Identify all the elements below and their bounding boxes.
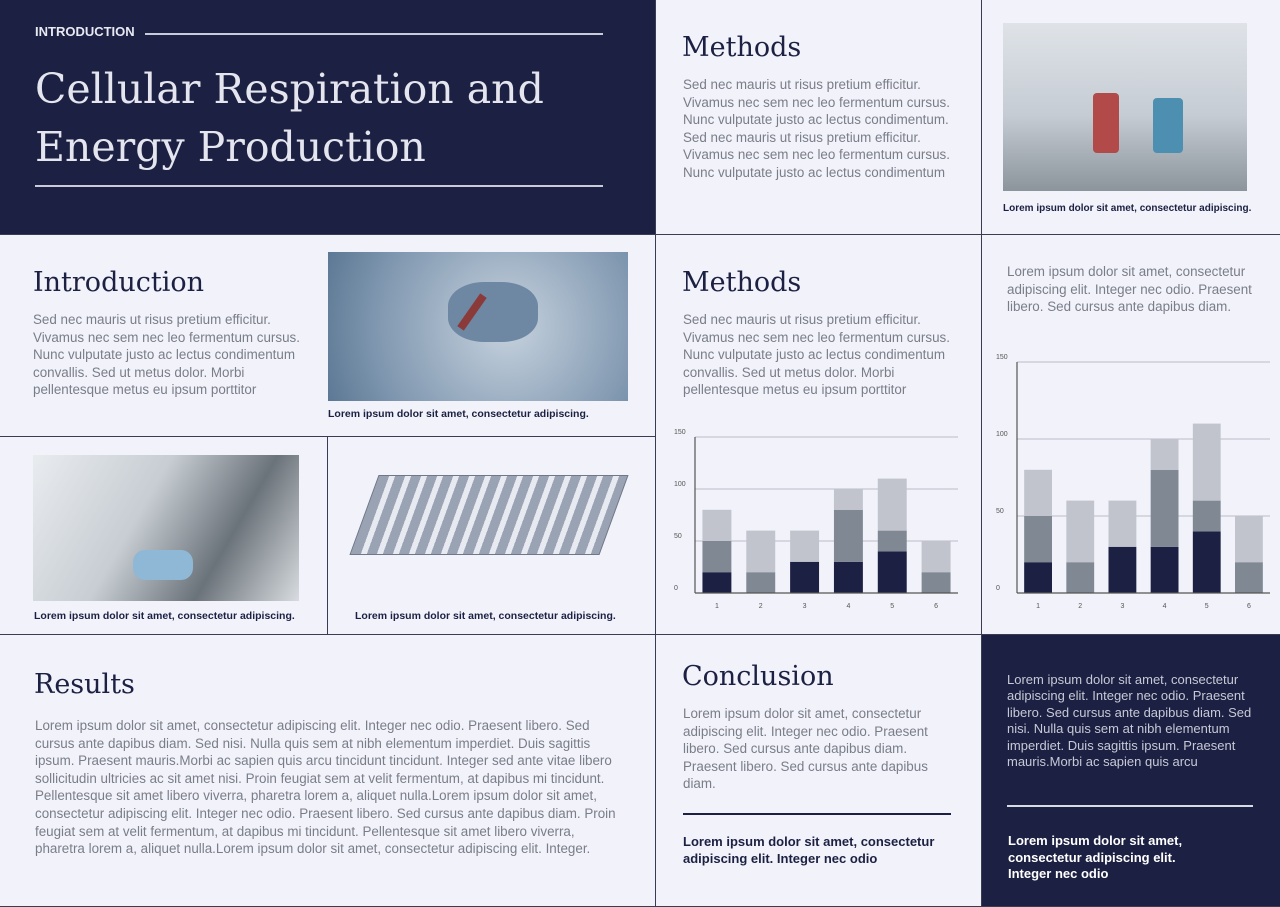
bar-segment-B bbox=[1024, 516, 1052, 562]
bar-segment-A bbox=[1109, 547, 1137, 593]
tubes-section bbox=[328, 437, 656, 635]
x-tick-label: 5 bbox=[1204, 603, 1209, 610]
pipette-image bbox=[33, 455, 299, 601]
introduction-section bbox=[0, 235, 656, 437]
x-tick-label: 2 bbox=[758, 603, 763, 610]
bar-segment-A bbox=[1024, 562, 1052, 593]
y-tick-label: 150 bbox=[674, 429, 686, 436]
title-line: Cellular Respiration and bbox=[35, 65, 544, 113]
bar-segment-B bbox=[746, 572, 775, 593]
x-tick-label: 4 bbox=[846, 603, 851, 610]
lab-scientists-image bbox=[1003, 23, 1247, 191]
y-tick-label: 50 bbox=[674, 533, 682, 540]
y-tick-label: 0 bbox=[996, 585, 1000, 592]
bar-segment-B bbox=[1151, 470, 1179, 547]
section-text: Lorem ipsum dolor sit amet, consectetur adipiscing elit. Integer nec odio. Praesent libero. Sed cursus ante dapibus diam. Sed nisi. Nulla quis sem at nibh elementum imperdiet. Duis sagittis ipsum. Praesent mauris.Morbi ac sapien quis arcu tincidunt tincidunt. Integer sed ante vitae libero sollicitudin ultricies ac sit amet nisi. Proin feugiat sem at velit fermentum, at dapibus mi tincidunt. Pellentesque sit amet libero viverra, pharetra lorem a, aliquet nulla.Lorem ipsum dolor sit amet, consectetur adipiscing elit. Integer nec odio. Praesent libero. Sed cursus ante dapibus diam. Proin feugiat sem at velit fermentum, at dapibus mi tincidunt. Pellentesque sit amet libero viverra, pharetra lorem a, aliquet nulla.Lorem ipsum dolor sit amet, consectetur adipiscing elit. Integer. bbox=[35, 718, 616, 857]
lab-image-section bbox=[982, 0, 1280, 235]
bar-segment-A bbox=[1151, 547, 1179, 593]
bar-segment-A bbox=[1193, 531, 1221, 593]
y-tick-label: 100 bbox=[996, 431, 1008, 438]
bar-segment-C bbox=[1024, 470, 1052, 516]
bar-segment-C bbox=[1151, 439, 1179, 470]
y-tick-label: 150 bbox=[996, 354, 1008, 361]
header-kicker: INTRODUCTION bbox=[35, 24, 135, 39]
section-text: Lorem ipsum dolor sit amet, consectetur adipiscing elit. Integer nec odio. Praesent libero. Sed cursus ante dapibus diam. Praesent libero. Sed cursus ante dapibus diam. bbox=[683, 706, 928, 792]
section-text: Lorem ipsum dolor sit amet, consectetur adipiscing elit. Integer nec odio. Praesent libero. Sed cursus ante dapibus diam. bbox=[1007, 264, 1252, 315]
image-caption: Lorem ipsum dolor sit amet, consectetur adipiscing. bbox=[1003, 203, 1252, 214]
bar-segment-B bbox=[1193, 501, 1221, 532]
section-title: Conclusion bbox=[682, 661, 834, 692]
methods-mid-section bbox=[656, 235, 982, 635]
conclusion-section bbox=[656, 635, 982, 907]
bar-segment-C bbox=[834, 489, 863, 510]
x-tick-label: 3 bbox=[1120, 603, 1125, 610]
title-line: Energy Production bbox=[35, 123, 426, 171]
bar-segment-C bbox=[878, 479, 907, 531]
y-tick-label: 50 bbox=[996, 508, 1004, 515]
bar-segment-A bbox=[790, 562, 819, 593]
methods-top-section bbox=[656, 0, 982, 235]
header-panel bbox=[0, 0, 656, 235]
section-text: Sed nec mauris ut risus pretium efficitur. Vivamus nec sem nec leo fermentum cursus. Nunc vulputate justo ac lectus condimentum convallis. Sed ut metus dolor. Morbi pellentesque metus eu ipsum porttitor bbox=[683, 312, 950, 398]
bar-segment-B bbox=[922, 572, 951, 593]
divider bbox=[145, 33, 603, 35]
y-tick-label: 100 bbox=[674, 481, 686, 488]
summary-bold-text: Lorem ipsum dolor sit amet, consectetur adipiscing elit. Integer nec odio bbox=[1008, 833, 1183, 881]
stacked-bar-chart-2 bbox=[992, 350, 1280, 615]
x-tick-label: 6 bbox=[1246, 603, 1251, 610]
stacked-bar-chart-1 bbox=[670, 425, 970, 615]
section-title: Methods bbox=[682, 32, 802, 63]
conclusion-bold-text: Lorem ipsum dolor sit amet, consectetur adipiscing elit. Integer nec odio bbox=[683, 834, 935, 866]
x-tick-label: 4 bbox=[1162, 603, 1167, 610]
x-tick-label: 6 bbox=[934, 603, 939, 610]
dna-test-tube-image bbox=[328, 252, 628, 401]
x-tick-label: 5 bbox=[890, 603, 895, 610]
section-text: Sed nec mauris ut risus pretium efficitur. Vivamus nec sem nec leo fermentum cursus. Nunc vulputate justo ac lectus condimentum convallis. Sed ut metus dolor. Morbi pellentesque metus eu ipsum porttitor bbox=[33, 312, 300, 398]
image-caption: Lorem ipsum dolor sit amet, consectetur adipiscing. bbox=[328, 408, 589, 420]
bar-segment-B bbox=[1066, 562, 1094, 593]
bar-segment-A bbox=[878, 551, 907, 593]
divider bbox=[35, 185, 603, 187]
x-tick-label: 2 bbox=[1078, 603, 1083, 610]
section-title: Methods bbox=[682, 267, 802, 298]
bar-segment-C bbox=[1066, 501, 1094, 563]
dark-summary-box bbox=[982, 635, 1280, 907]
section-text: Sed nec mauris ut risus pretium efficitur. Vivamus nec sem nec leo fermentum cursus. Nunc vulputate justo ac lectus condimentum. Sed nec mauris ut risus pretium efficitur. Vivamus nec sem nec leo fermentum cursus. Nunc vulputate justo ac lectus condimentum bbox=[683, 77, 950, 180]
section-title: Introduction bbox=[33, 267, 204, 298]
bar-segment-C bbox=[1109, 501, 1137, 547]
bar-segment-C bbox=[1193, 424, 1221, 501]
bar-segment-A bbox=[834, 562, 863, 593]
chart-section-right bbox=[982, 235, 1280, 635]
section-title: Results bbox=[34, 669, 135, 700]
test-tube-rack-image bbox=[344, 455, 640, 583]
image-caption: Lorem ipsum dolor sit amet, consectetur adipiscing. bbox=[34, 610, 295, 622]
bar-segment-B bbox=[1235, 562, 1263, 593]
bar-segment-B bbox=[834, 510, 863, 562]
pipette-section bbox=[0, 437, 328, 635]
y-tick-label: 0 bbox=[674, 585, 678, 592]
divider bbox=[1007, 805, 1253, 807]
bar-segment-B bbox=[878, 531, 907, 552]
bar-segment-A bbox=[702, 572, 731, 593]
x-tick-label: 3 bbox=[802, 603, 807, 610]
image-caption: Lorem ipsum dolor sit amet, consectetur adipiscing. bbox=[355, 610, 616, 622]
bar-segment-B bbox=[702, 541, 731, 572]
bar-segment-C bbox=[702, 510, 731, 541]
bar-segment-C bbox=[746, 531, 775, 573]
section-text: Lorem ipsum dolor sit amet, consectetur adipiscing elit. Integer nec odio. Praesent libero. Sed cursus ante dapibus diam. Sed nisi. Nulla quis sem at nibh elementum imperdiet. Duis sagittis ipsum. Praesent mauris.Morbi ac sapien quis arcu bbox=[1007, 672, 1252, 770]
bar-segment-C bbox=[790, 531, 819, 562]
page-title bbox=[35, 60, 544, 176]
results-section bbox=[0, 635, 656, 907]
bar-segment-C bbox=[1235, 516, 1263, 562]
divider bbox=[683, 813, 951, 815]
x-tick-label: 1 bbox=[714, 603, 719, 610]
x-tick-label: 1 bbox=[1036, 603, 1041, 610]
bar-segment-C bbox=[922, 541, 951, 572]
